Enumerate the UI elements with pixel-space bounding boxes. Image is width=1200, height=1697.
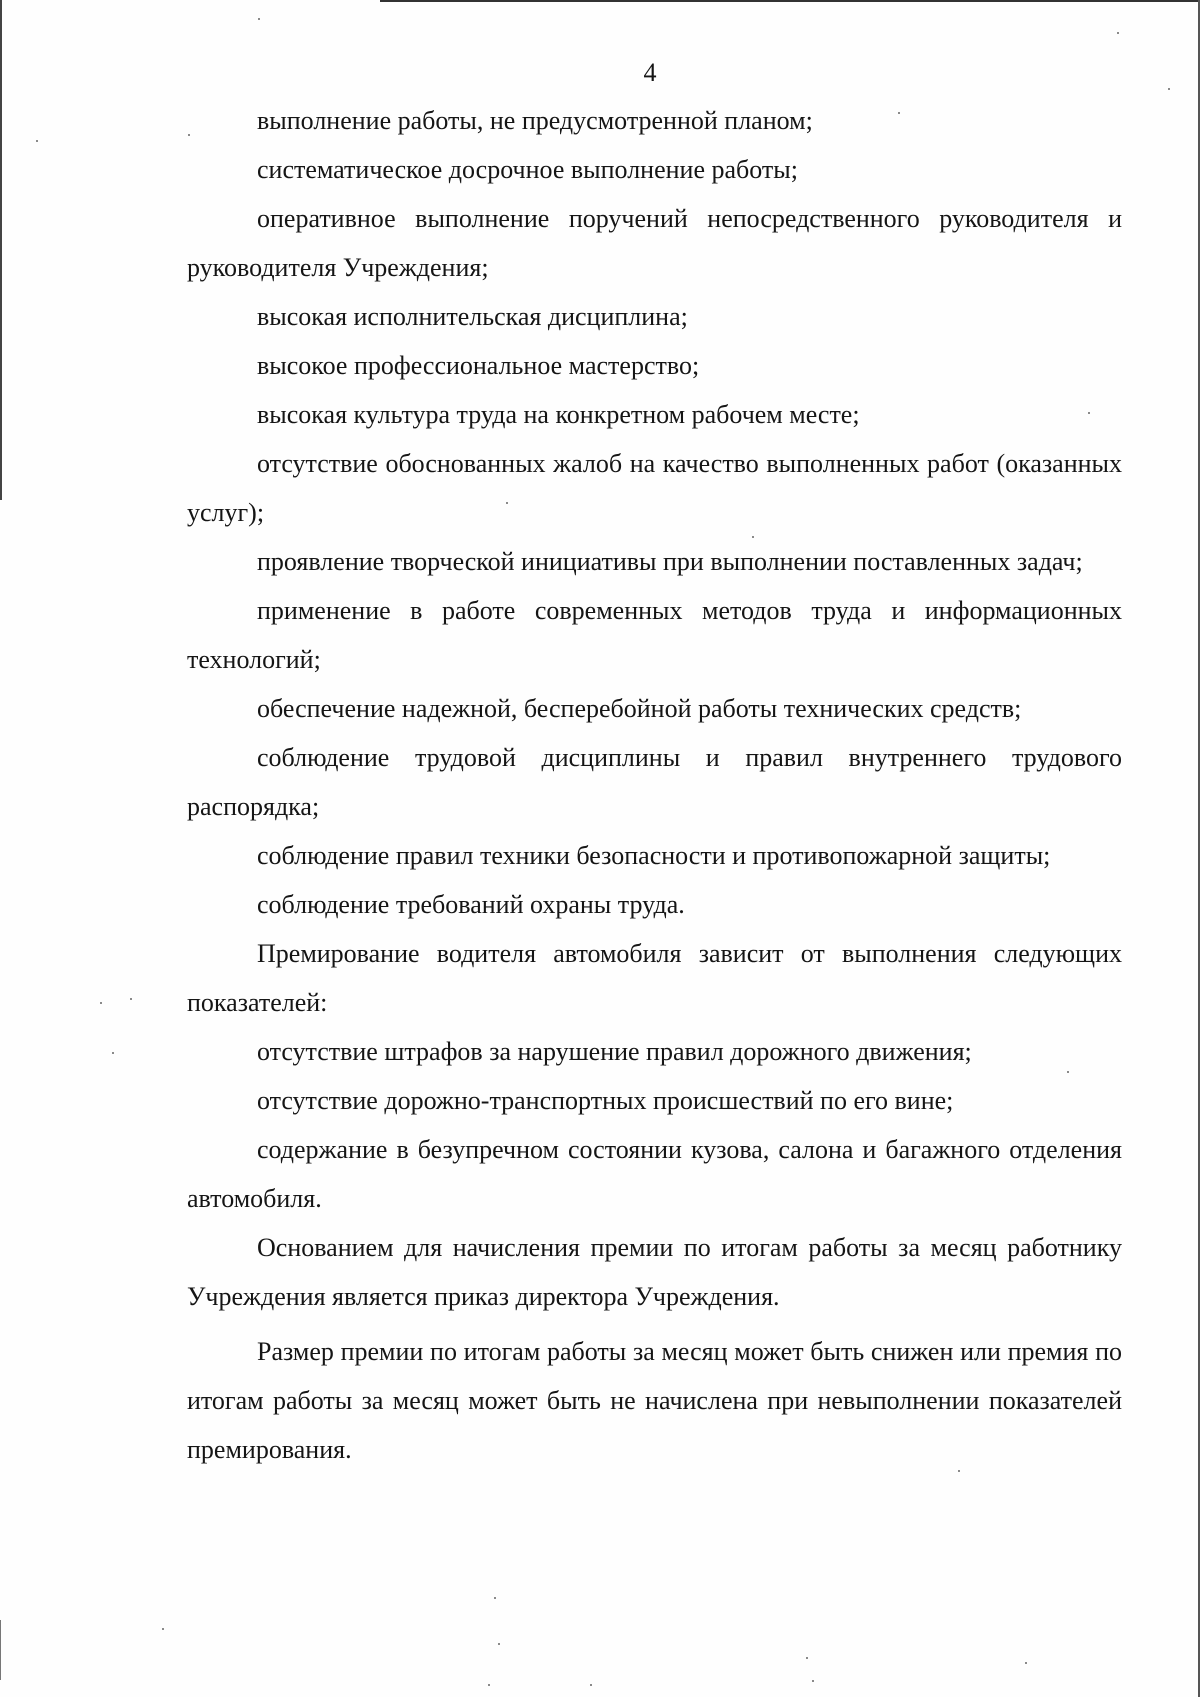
list-item: выполнение работы, не предусмотренной планом; bbox=[257, 106, 813, 135]
list-item: оперативное выполнение поручений непосредственного руководителя и руководителя Учреждения; bbox=[187, 204, 1122, 282]
scan-speck bbox=[130, 998, 132, 1000]
page-number: 4 bbox=[643, 58, 657, 87]
body-paragraph: Премирование водителя автомобиля зависит от выполнения следующих показателей: bbox=[187, 939, 1122, 1017]
list-item: высокая исполнительская дисциплина; bbox=[257, 302, 688, 331]
scan-speck bbox=[498, 1643, 500, 1645]
scan-speck bbox=[806, 1657, 808, 1659]
list-item: применение в работе современных методов труда и информационных технологий; bbox=[187, 596, 1122, 674]
document-body bbox=[187, 96, 1122, 1474]
scan-speck bbox=[258, 18, 260, 20]
scan-speck bbox=[36, 140, 38, 142]
scan-speck bbox=[812, 1680, 814, 1682]
list-item: отсутствие обоснованных жалоб на качество выполненных работ (оказанных услуг); bbox=[187, 449, 1122, 527]
list-item: соблюдение требований охраны труда. bbox=[257, 890, 685, 919]
list-item: высокая культура труда на конкретном рабочем месте; bbox=[257, 400, 860, 429]
body-paragraph: Основанием для начисления премии по итогам работы за месяц работнику Учреждения является приказ директора Учреждения. bbox=[187, 1233, 1122, 1311]
scan-speck bbox=[1025, 1662, 1027, 1664]
scan-speck bbox=[1117, 32, 1119, 34]
scan-top-edge bbox=[380, 0, 1200, 2]
list-item: соблюдение трудовой дисциплины и правил внутреннего трудового распорядка; bbox=[187, 743, 1122, 821]
scan-speck bbox=[100, 1002, 102, 1004]
body-paragraph: Размер премии по итогам работы за месяц может быть снижен или премия по итогам работы за месяц может быть не начислена при невыполнении показателей премирования. bbox=[187, 1337, 1122, 1464]
scan-speck bbox=[112, 1052, 114, 1054]
scan-speck bbox=[162, 1628, 164, 1630]
scan-speck bbox=[494, 1597, 496, 1599]
scan-speck bbox=[1168, 88, 1170, 90]
list-item: отсутствие штрафов за нарушение правил дорожного движения; bbox=[257, 1037, 972, 1066]
scan-speck bbox=[590, 1684, 592, 1686]
list-item: соблюдение правил техники безопасности и противопожарной защиты; bbox=[257, 841, 1051, 870]
scan-left-edge-lower bbox=[0, 1620, 1, 1680]
list-item: обеспечение надежной, бесперебойной работы технических средств; bbox=[257, 694, 1022, 723]
list-item: содержание в безупречном состоянии кузова, салона и багажного отделения автомобиля. bbox=[187, 1135, 1122, 1213]
list-item: систематическое досрочное выполнение работы; bbox=[257, 155, 798, 184]
scan-speck bbox=[488, 1684, 490, 1686]
list-item: высокое профессиональное мастерство; bbox=[257, 351, 700, 380]
list-item: проявление творческой инициативы при выполнении поставленных задач; bbox=[257, 547, 1083, 576]
list-item: отсутствие дорожно-транспортных происшествий по его вине; bbox=[257, 1086, 954, 1115]
